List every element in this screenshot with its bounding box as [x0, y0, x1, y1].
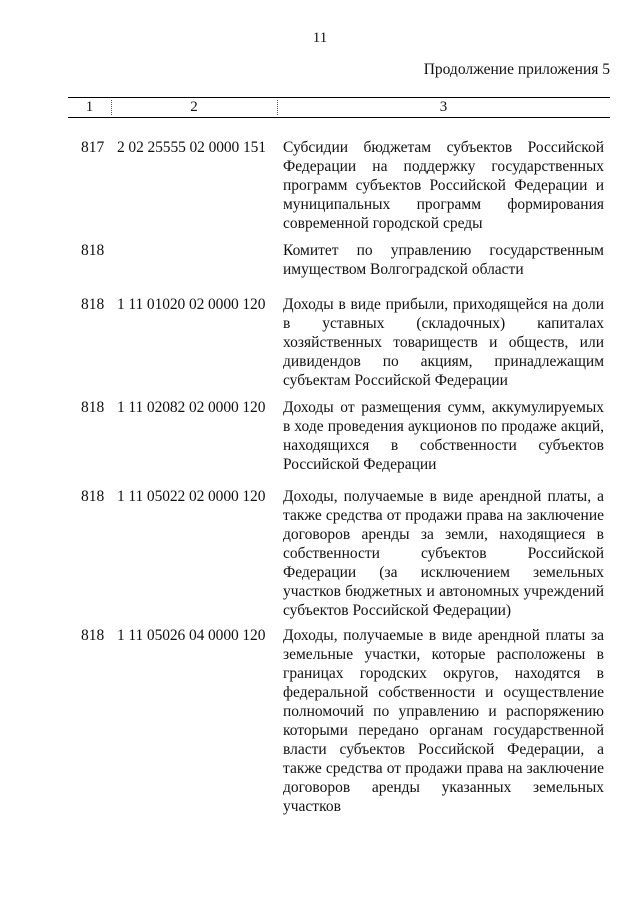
continuation-label: Продолжение приложения 5 [423, 61, 610, 78]
revenue-description: Субсидии бюджетам субъектов Российской Федерации на поддержку государственных программ субъектов Российской Федерации и муниципальных программ формирования современной городской среды [283, 139, 604, 232]
revenue-description: Доходы, получаемые в виде арендной платы, а также средства от продажи права на заключение договоров аренды за земли, находящиеся в собственности субъектов Российской Федерации (за исключением земельных участков бюджетных и автономных учреждений субъектов Российской Федерации) [283, 488, 604, 619]
admin-code: 818 [81, 488, 105, 505]
header-col-3: 3 [439, 99, 448, 115]
admin-code: 818 [81, 627, 105, 644]
revenue-code: 1 11 05026 04 0000 120 [117, 627, 266, 644]
revenue-description: Доходы от размещения сумм, аккумулируемых в ходе проведения аукционов по продаже акций, находящихся в собственности субъектов Российской Федерации [283, 399, 604, 473]
revenue-description: Комитет по управлению государственным имуществом Волгоградской области [283, 242, 604, 278]
revenue-code: 1 11 05022 02 0000 120 [117, 488, 266, 505]
table-header [68, 97, 610, 118]
revenue-code: 2 02 25555 02 0000 151 [117, 139, 266, 156]
revenue-description: Доходы в виде прибыли, приходящейся на доли в уставных (складочных) капиталах хозяйственных товариществ и обществ, или дивидендов по акциям, принадлежащим субъектам Российской Федерации [283, 296, 604, 389]
revenue-description: Доходы, получаемые в виде арендной платы за земельные участки, которые расположены в границах городских округов, находятся в федеральной собственности и осуществление полномочий по управлению и распоряжению которыми передано органам государственной власти субъектов Российской Федерации, а также средства от продажи права на заключение договоров аренды указанных земельных участков [283, 627, 604, 815]
revenue-code: 1 11 02082 02 0000 120 [117, 399, 266, 416]
admin-code: 818 [81, 242, 105, 259]
admin-code: 818 [81, 399, 105, 416]
admin-code: 817 [81, 139, 105, 156]
admin-code: 818 [81, 296, 105, 313]
page-number: 11 [312, 30, 328, 46]
header-col-1: 1 [85, 99, 94, 115]
header-col-2: 2 [190, 99, 198, 115]
revenue-code: 1 11 01020 02 0000 120 [117, 296, 266, 313]
